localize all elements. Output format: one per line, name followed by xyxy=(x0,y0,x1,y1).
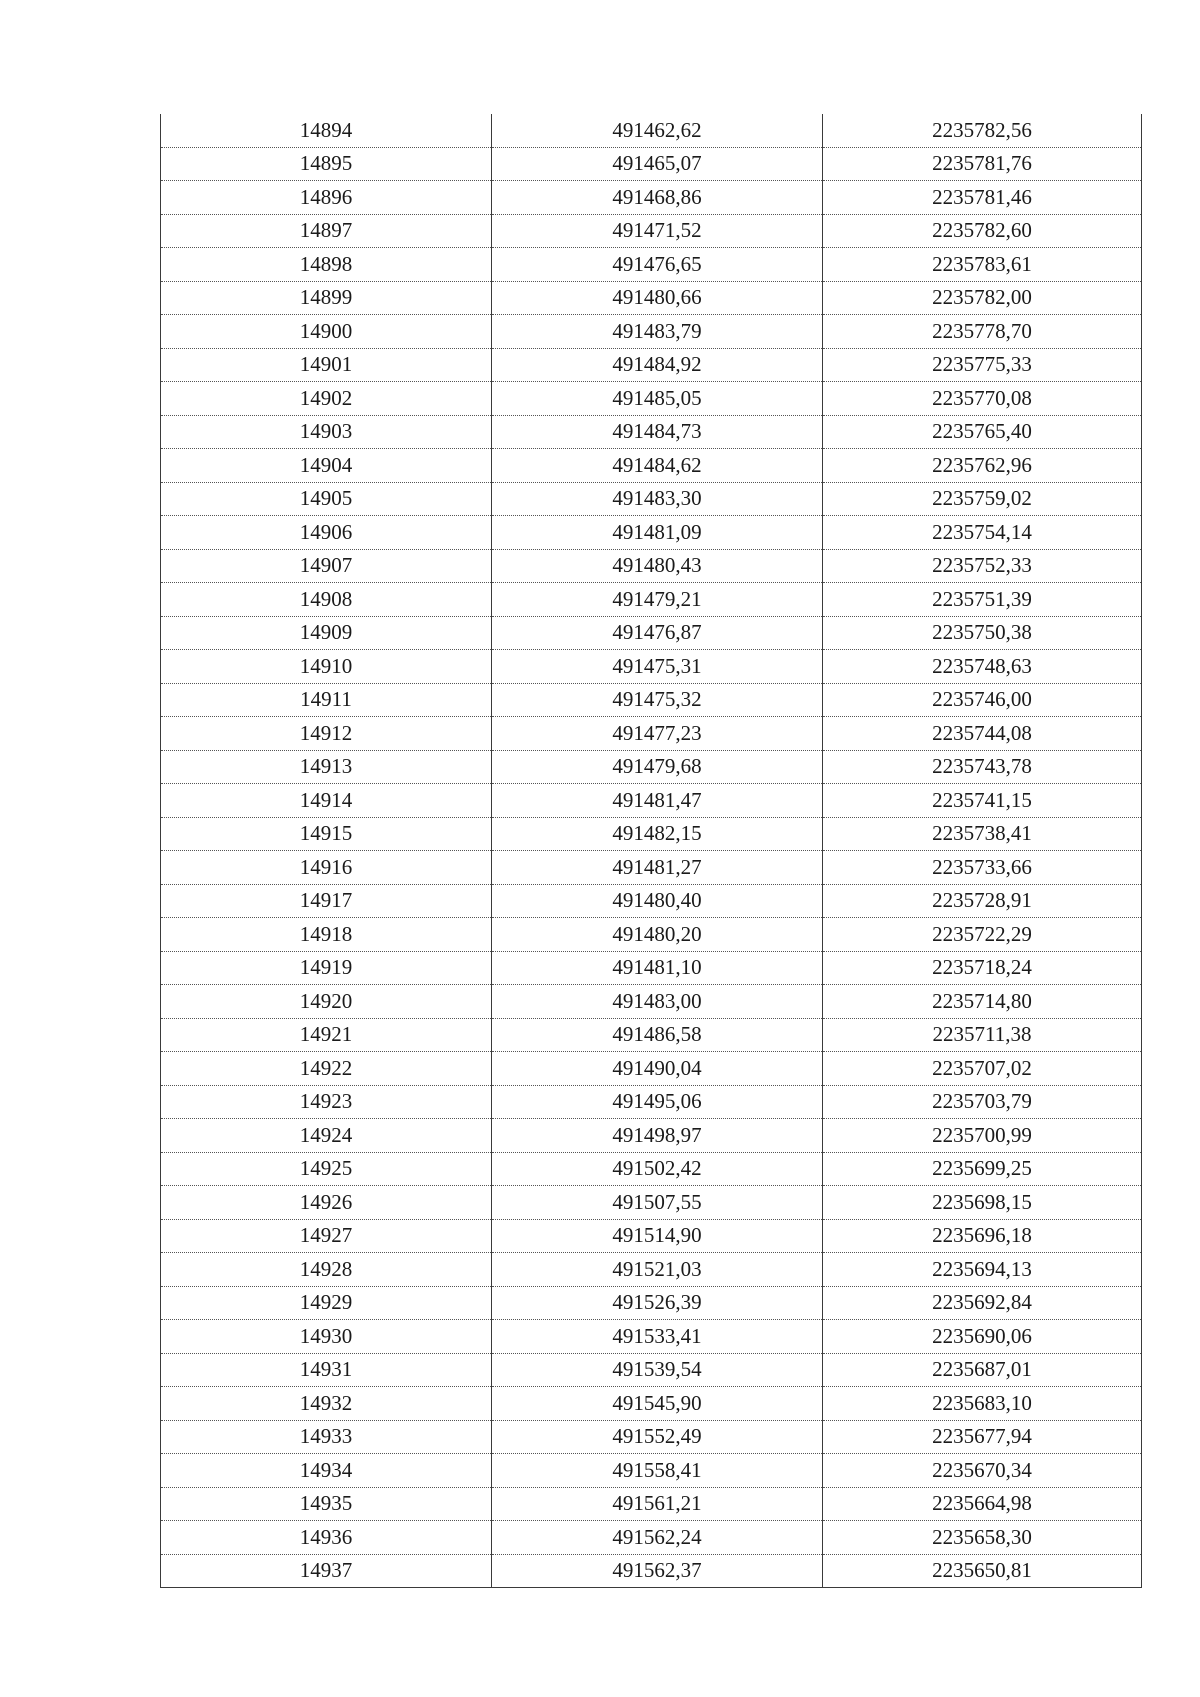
y-coordinate-cell: 2235722,29 xyxy=(823,918,1142,952)
x-coordinate-cell: 491471,52 xyxy=(492,214,823,248)
point-number-cell: 14932 xyxy=(161,1387,492,1421)
point-number-cell: 14936 xyxy=(161,1521,492,1555)
point-number-cell: 14915 xyxy=(161,817,492,851)
x-coordinate-cell: 491484,73 xyxy=(492,415,823,449)
table-row xyxy=(161,516,1142,550)
y-coordinate-cell: 2235658,30 xyxy=(823,1521,1142,1555)
table-row xyxy=(161,1186,1142,1220)
x-coordinate-cell: 491484,62 xyxy=(492,449,823,483)
point-number-cell: 14905 xyxy=(161,482,492,516)
table-row xyxy=(161,281,1142,315)
y-coordinate-cell: 2235738,41 xyxy=(823,817,1142,851)
coordinates-table xyxy=(160,114,1142,1588)
y-coordinate-cell: 2235741,15 xyxy=(823,784,1142,818)
y-coordinate-cell: 2235782,00 xyxy=(823,281,1142,315)
y-coordinate-cell: 2235718,24 xyxy=(823,951,1142,985)
y-coordinate-cell: 2235746,00 xyxy=(823,683,1142,717)
x-coordinate-cell: 491486,58 xyxy=(492,1018,823,1052)
x-coordinate-cell: 491558,41 xyxy=(492,1454,823,1488)
point-number-cell: 14916 xyxy=(161,851,492,885)
point-number-cell: 14914 xyxy=(161,784,492,818)
y-coordinate-cell: 2235650,81 xyxy=(823,1554,1142,1588)
y-coordinate-cell: 2235743,78 xyxy=(823,750,1142,784)
table-row xyxy=(161,315,1142,349)
x-coordinate-cell: 491468,86 xyxy=(492,181,823,215)
y-coordinate-cell: 2235664,98 xyxy=(823,1487,1142,1521)
table-row xyxy=(161,1420,1142,1454)
x-coordinate-cell: 491475,32 xyxy=(492,683,823,717)
y-coordinate-cell: 2235782,56 xyxy=(823,114,1142,147)
y-coordinate-cell: 2235687,01 xyxy=(823,1353,1142,1387)
point-number-cell: 14928 xyxy=(161,1253,492,1287)
y-coordinate-cell: 2235781,46 xyxy=(823,181,1142,215)
x-coordinate-cell: 491514,90 xyxy=(492,1219,823,1253)
y-coordinate-cell: 2235752,33 xyxy=(823,549,1142,583)
point-number-cell: 14900 xyxy=(161,315,492,349)
x-coordinate-cell: 491480,20 xyxy=(492,918,823,952)
y-coordinate-cell: 2235694,13 xyxy=(823,1253,1142,1287)
y-coordinate-cell: 2235733,66 xyxy=(823,851,1142,885)
point-number-cell: 14913 xyxy=(161,750,492,784)
x-coordinate-cell: 491483,00 xyxy=(492,985,823,1019)
table-row xyxy=(161,415,1142,449)
x-coordinate-cell: 491476,87 xyxy=(492,616,823,650)
y-coordinate-cell: 2235781,76 xyxy=(823,147,1142,181)
y-coordinate-cell: 2235699,25 xyxy=(823,1152,1142,1186)
point-number-cell: 14934 xyxy=(161,1454,492,1488)
y-coordinate-cell: 2235775,33 xyxy=(823,348,1142,382)
y-coordinate-cell: 2235762,96 xyxy=(823,449,1142,483)
table-row xyxy=(161,248,1142,282)
table-row xyxy=(161,382,1142,416)
x-coordinate-cell: 491480,40 xyxy=(492,884,823,918)
y-coordinate-cell: 2235751,39 xyxy=(823,583,1142,617)
x-coordinate-cell: 491479,68 xyxy=(492,750,823,784)
x-coordinate-cell: 491539,54 xyxy=(492,1353,823,1387)
table-row xyxy=(161,147,1142,181)
point-number-cell: 14907 xyxy=(161,549,492,583)
y-coordinate-cell: 2235744,08 xyxy=(823,717,1142,751)
table-row xyxy=(161,1286,1142,1320)
point-number-cell: 14922 xyxy=(161,1052,492,1086)
table-row xyxy=(161,1119,1142,1153)
y-coordinate-cell: 2235778,70 xyxy=(823,315,1142,349)
table-row xyxy=(161,549,1142,583)
point-number-cell: 14924 xyxy=(161,1119,492,1153)
x-coordinate-cell: 491490,04 xyxy=(492,1052,823,1086)
x-coordinate-cell: 491476,65 xyxy=(492,248,823,282)
x-coordinate-cell: 491521,03 xyxy=(492,1253,823,1287)
point-number-cell: 14921 xyxy=(161,1018,492,1052)
point-number-cell: 14896 xyxy=(161,181,492,215)
table-row xyxy=(161,1085,1142,1119)
table-row xyxy=(161,1320,1142,1354)
y-coordinate-cell: 2235754,14 xyxy=(823,516,1142,550)
point-number-cell: 14899 xyxy=(161,281,492,315)
point-number-cell: 14917 xyxy=(161,884,492,918)
x-coordinate-cell: 491465,07 xyxy=(492,147,823,181)
point-number-cell: 14894 xyxy=(161,114,492,147)
y-coordinate-cell: 2235765,40 xyxy=(823,415,1142,449)
y-coordinate-cell: 2235750,38 xyxy=(823,616,1142,650)
table-row xyxy=(161,583,1142,617)
point-number-cell: 14920 xyxy=(161,985,492,1019)
table-row xyxy=(161,683,1142,717)
point-number-cell: 14918 xyxy=(161,918,492,952)
point-number-cell: 14931 xyxy=(161,1353,492,1387)
x-coordinate-cell: 491481,09 xyxy=(492,516,823,550)
y-coordinate-cell: 2235728,91 xyxy=(823,884,1142,918)
table-row xyxy=(161,851,1142,885)
point-number-cell: 14935 xyxy=(161,1487,492,1521)
table-row xyxy=(161,1521,1142,1555)
table-row xyxy=(161,951,1142,985)
x-coordinate-cell: 491482,15 xyxy=(492,817,823,851)
table-row xyxy=(161,348,1142,382)
table-row xyxy=(161,1018,1142,1052)
x-coordinate-cell: 491526,39 xyxy=(492,1286,823,1320)
table-row xyxy=(161,1152,1142,1186)
point-number-cell: 14904 xyxy=(161,449,492,483)
x-coordinate-cell: 491481,27 xyxy=(492,851,823,885)
table-row xyxy=(161,985,1142,1019)
y-coordinate-cell: 2235707,02 xyxy=(823,1052,1142,1086)
table-row xyxy=(161,482,1142,516)
x-coordinate-cell: 491533,41 xyxy=(492,1320,823,1354)
y-coordinate-cell: 2235698,15 xyxy=(823,1186,1142,1220)
x-coordinate-cell: 491480,43 xyxy=(492,549,823,583)
x-coordinate-cell: 491498,97 xyxy=(492,1119,823,1153)
point-number-cell: 14908 xyxy=(161,583,492,617)
x-coordinate-cell: 491507,55 xyxy=(492,1186,823,1220)
table-row xyxy=(161,650,1142,684)
x-coordinate-cell: 491483,30 xyxy=(492,482,823,516)
table-row xyxy=(161,214,1142,248)
x-coordinate-cell: 491462,62 xyxy=(492,114,823,147)
x-coordinate-cell: 491481,47 xyxy=(492,784,823,818)
point-number-cell: 14898 xyxy=(161,248,492,282)
table-row xyxy=(161,1387,1142,1421)
point-number-cell: 14901 xyxy=(161,348,492,382)
y-coordinate-cell: 2235670,34 xyxy=(823,1454,1142,1488)
y-coordinate-cell: 2235700,99 xyxy=(823,1119,1142,1153)
table-row xyxy=(161,449,1142,483)
table-row xyxy=(161,1219,1142,1253)
y-coordinate-cell: 2235696,18 xyxy=(823,1219,1142,1253)
y-coordinate-cell: 2235748,63 xyxy=(823,650,1142,684)
table-row xyxy=(161,717,1142,751)
y-coordinate-cell: 2235690,06 xyxy=(823,1320,1142,1354)
point-number-cell: 14933 xyxy=(161,1420,492,1454)
point-number-cell: 14911 xyxy=(161,683,492,717)
point-number-cell: 14929 xyxy=(161,1286,492,1320)
point-number-cell: 14912 xyxy=(161,717,492,751)
point-number-cell: 14910 xyxy=(161,650,492,684)
x-coordinate-cell: 491552,49 xyxy=(492,1420,823,1454)
y-coordinate-cell: 2235677,94 xyxy=(823,1420,1142,1454)
point-number-cell: 14919 xyxy=(161,951,492,985)
y-coordinate-cell: 2235703,79 xyxy=(823,1085,1142,1119)
table-row xyxy=(161,918,1142,952)
y-coordinate-cell: 2235783,61 xyxy=(823,248,1142,282)
y-coordinate-cell: 2235711,38 xyxy=(823,1018,1142,1052)
table-row xyxy=(161,750,1142,784)
table-row xyxy=(161,1487,1142,1521)
point-number-cell: 14930 xyxy=(161,1320,492,1354)
y-coordinate-cell: 2235692,84 xyxy=(823,1286,1142,1320)
x-coordinate-cell: 491475,31 xyxy=(492,650,823,684)
x-coordinate-cell: 491485,05 xyxy=(492,382,823,416)
x-coordinate-cell: 491495,06 xyxy=(492,1085,823,1119)
x-coordinate-cell: 491479,21 xyxy=(492,583,823,617)
point-number-cell: 14909 xyxy=(161,616,492,650)
point-number-cell: 14906 xyxy=(161,516,492,550)
table-row xyxy=(161,616,1142,650)
x-coordinate-cell: 491477,23 xyxy=(492,717,823,751)
x-coordinate-cell: 491562,24 xyxy=(492,1521,823,1555)
table-row xyxy=(161,884,1142,918)
x-coordinate-cell: 491562,37 xyxy=(492,1554,823,1588)
table-row xyxy=(161,784,1142,818)
x-coordinate-cell: 491481,10 xyxy=(492,951,823,985)
point-number-cell: 14895 xyxy=(161,147,492,181)
y-coordinate-cell: 2235770,08 xyxy=(823,382,1142,416)
x-coordinate-cell: 491480,66 xyxy=(492,281,823,315)
table-row xyxy=(161,1554,1142,1588)
x-coordinate-cell: 491561,21 xyxy=(492,1487,823,1521)
coordinates-table-body xyxy=(161,114,1142,1588)
table-row xyxy=(161,114,1142,147)
point-number-cell: 14927 xyxy=(161,1219,492,1253)
y-coordinate-cell: 2235714,80 xyxy=(823,985,1142,1019)
table-row xyxy=(161,1454,1142,1488)
y-coordinate-cell: 2235782,60 xyxy=(823,214,1142,248)
x-coordinate-cell: 491483,79 xyxy=(492,315,823,349)
x-coordinate-cell: 491545,90 xyxy=(492,1387,823,1421)
table-row xyxy=(161,817,1142,851)
y-coordinate-cell: 2235759,02 xyxy=(823,482,1142,516)
point-number-cell: 14903 xyxy=(161,415,492,449)
point-number-cell: 14926 xyxy=(161,1186,492,1220)
table-row xyxy=(161,1353,1142,1387)
table-row xyxy=(161,1253,1142,1287)
table-row xyxy=(161,181,1142,215)
point-number-cell: 14937 xyxy=(161,1554,492,1588)
point-number-cell: 14923 xyxy=(161,1085,492,1119)
point-number-cell: 14902 xyxy=(161,382,492,416)
x-coordinate-cell: 491484,92 xyxy=(492,348,823,382)
x-coordinate-cell: 491502,42 xyxy=(492,1152,823,1186)
y-coordinate-cell: 2235683,10 xyxy=(823,1387,1142,1421)
table-row xyxy=(161,1052,1142,1086)
point-number-cell: 14897 xyxy=(161,214,492,248)
point-number-cell: 14925 xyxy=(161,1152,492,1186)
